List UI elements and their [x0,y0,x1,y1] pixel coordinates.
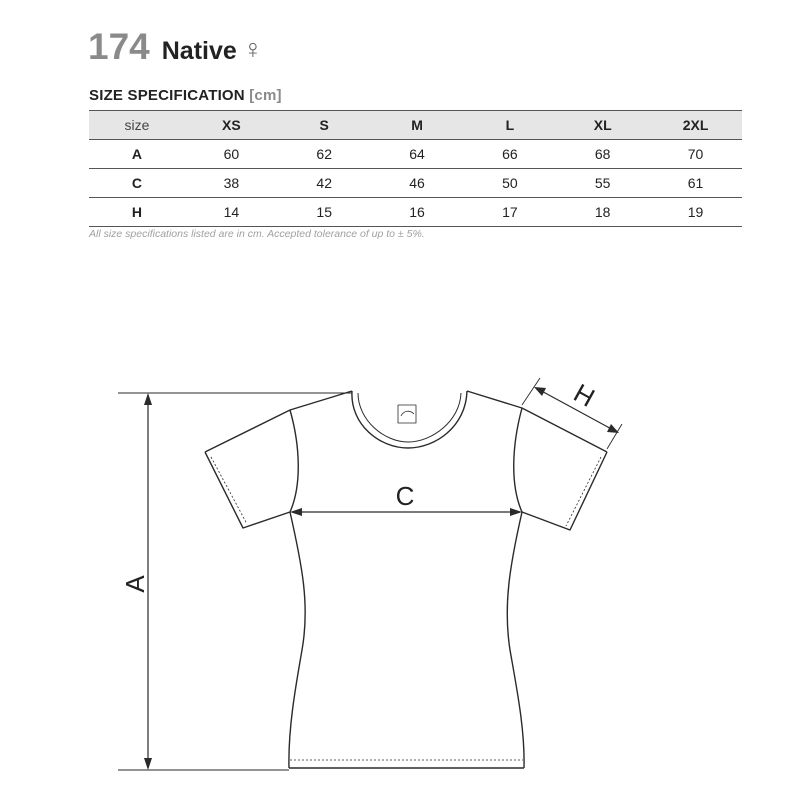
table-cell: 68 [594,146,611,162]
table-cell: 55 [594,175,611,191]
label-c: C [395,481,415,511]
size-header-xl: XL [593,117,612,133]
row-label-a: A [131,146,143,162]
table-cell: 18 [594,204,611,220]
table-cell: 61 [687,175,704,191]
row-label-h: H [131,204,143,220]
spec-unit: [cm] [249,87,282,104]
table-cell: 14 [223,204,240,220]
row-header-cell: size [124,117,150,133]
table-cell: 62 [316,146,332,162]
model-number: 174 [88,26,150,67]
table-cell: 66 [502,146,518,162]
table-cell: 70 [687,146,704,162]
tolerance-footnote: All size specifications listed are in cm. Accepted tolerance of up to ± 5%. [89,228,425,240]
table-cell: 42 [316,175,332,191]
size-header-xs: XS [222,117,241,133]
table-cell: 50 [502,175,518,191]
spec-title-text: SIZE SPECIFICATION [89,87,245,104]
table-cell: 64 [409,146,425,162]
tshirt-outline [205,391,607,768]
dimension-h [522,378,622,449]
table-cell: 19 [687,204,704,220]
table-cell: 46 [409,175,425,191]
label-a: A [120,575,150,593]
dimension-a [118,393,352,770]
table-cell: 60 [223,146,240,162]
size-header-s: S [319,117,329,133]
size-header-2xl: 2XL [682,117,709,133]
size-header-m: M [411,117,423,133]
table-cell: 15 [316,204,332,220]
size-header-l: L [505,117,515,133]
female-symbol-icon: ♀ [242,34,264,64]
table-cell: 38 [223,175,240,191]
row-label-c: C [131,175,143,191]
table-cell: 16 [409,204,425,220]
table-cell: 17 [502,204,518,220]
label-h: H [568,377,600,413]
model-name: Native [161,37,237,65]
